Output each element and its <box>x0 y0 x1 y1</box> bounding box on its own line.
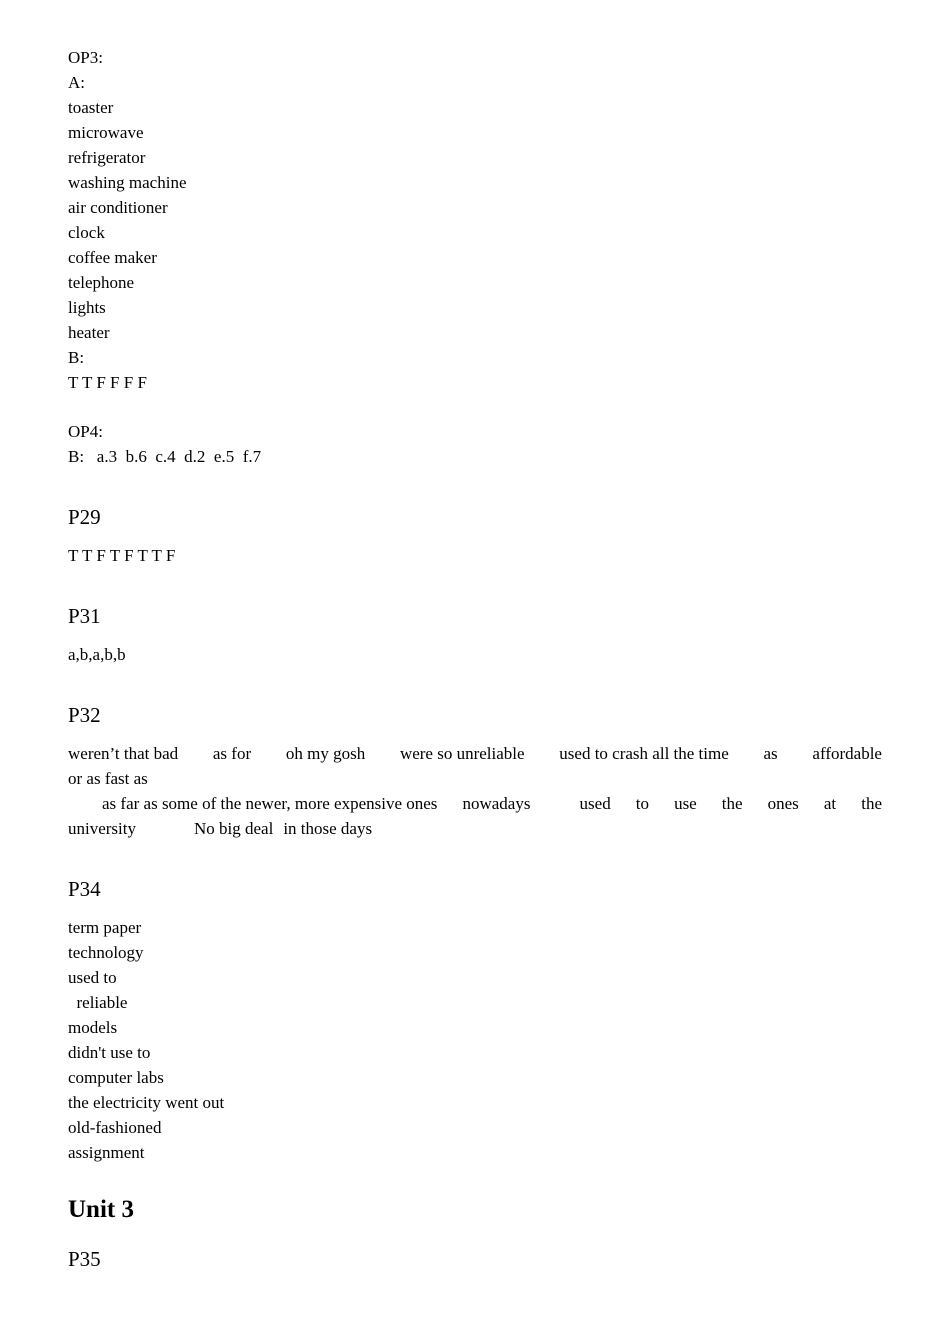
p35-heading: P35 <box>68 1247 101 1271</box>
op3-a-item: air conditioner <box>68 198 168 217</box>
p32-phrase: ones <box>767 794 799 813</box>
document-page <box>68 45 882 1271</box>
p34-item: technology <box>68 943 144 962</box>
op3-a-item: heater <box>68 323 110 342</box>
p32-phrase: to <box>635 794 649 813</box>
p32-phrase: as far as some of the newer, more expensive ones <box>102 794 438 813</box>
op3-a-item: lights <box>68 298 106 317</box>
p34-item: used to <box>68 968 117 987</box>
p32-phrase: the <box>861 794 882 813</box>
op3-a-item: washing machine <box>68 173 187 192</box>
p32-phrase: nowadays <box>462 794 531 813</box>
op3-a-item: clock <box>68 223 105 242</box>
op3-b-answer: T T F F F F <box>68 373 147 392</box>
p32-phrase: as for <box>212 744 252 763</box>
p34-item: computer labs <box>68 1068 164 1087</box>
unit-3-heading: Unit 3 <box>68 1196 134 1223</box>
p32-row-2: or as fast as <box>68 769 148 788</box>
op3-b-label: B: <box>68 348 85 367</box>
p31-heading: P31 <box>68 604 101 628</box>
p32-phrase: weren’t that bad <box>68 744 179 763</box>
p32-phrase: use <box>674 794 697 813</box>
p32-phrase: as <box>763 744 778 763</box>
p34-item: reliable <box>68 993 128 1012</box>
p32-phrase: No big deal <box>194 819 274 838</box>
op4-b-line: B: a.3 b.6 c.4 d.2 e.5 f.7 <box>68 447 262 466</box>
p32-phrase: at <box>823 794 837 813</box>
op3-a-item: microwave <box>68 123 144 142</box>
p34-item: old-fashioned <box>68 1118 162 1137</box>
p32-phrase: university <box>68 819 136 838</box>
p32-row-3 <box>68 791 882 816</box>
p32-row-4 <box>68 816 882 841</box>
op3-a-item: telephone <box>68 273 135 292</box>
p32-phrase: the <box>721 794 743 813</box>
p32-phrase: affordable <box>812 744 882 763</box>
op4-heading: OP4: <box>68 422 103 441</box>
op3-a-item: refrigerator <box>68 148 146 167</box>
p32-phrase: oh my gosh <box>285 744 366 763</box>
p32-row-1 <box>68 741 882 766</box>
p34-item: models <box>68 1018 118 1037</box>
op3-a-item: toaster <box>68 98 114 117</box>
p32-phrase: in those days <box>283 819 373 838</box>
p29-answer: T T F T F T T F <box>68 546 176 565</box>
p32-phrase: used to crash all the time <box>559 744 729 763</box>
p34-item: the electricity went out <box>68 1093 225 1112</box>
p34-item: term paper <box>68 918 142 937</box>
op3-a-item: coffee maker <box>68 248 157 267</box>
op3-heading: OP3: <box>68 48 103 67</box>
p31-answer: a,b,a,b,b <box>68 645 126 664</box>
p32-phrase: were so unreliable <box>399 744 525 763</box>
op3-a-label: A: <box>68 73 85 92</box>
p32-heading: P32 <box>68 703 101 727</box>
p34-item: assignment <box>68 1143 145 1162</box>
p34-item: didn't use to <box>68 1043 151 1062</box>
p32-phrase: used <box>579 794 611 813</box>
p34-heading: P34 <box>68 877 101 901</box>
p29-heading: P29 <box>68 505 101 529</box>
